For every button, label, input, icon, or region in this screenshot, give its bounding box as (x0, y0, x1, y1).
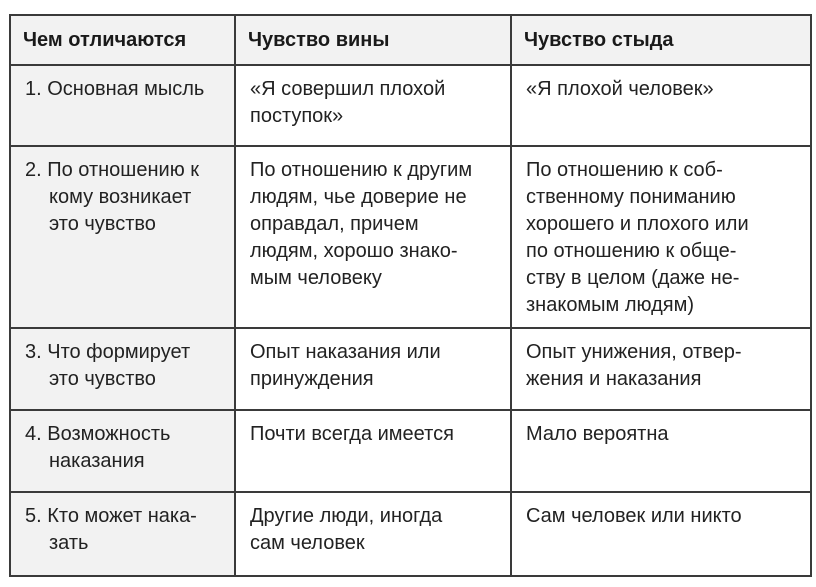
guilt-cell (235, 328, 511, 410)
shame-line: ству в целом (даже не- (526, 267, 740, 289)
table-row (10, 492, 811, 576)
header-guilt: Чувство вины (235, 15, 511, 65)
guilt-line: По отношению к другим (250, 159, 473, 181)
table-row (10, 65, 811, 146)
guilt-line: поступок» (250, 105, 344, 127)
criterion-cell (10, 328, 235, 410)
criterion-line: 5. Кто может нака- (25, 505, 197, 527)
shame-line: по отношению к обще- (526, 240, 737, 262)
shame-line: знакомым людям) (526, 294, 695, 316)
table-row (10, 146, 811, 328)
shame-cell (511, 492, 811, 576)
criterion-cell (10, 410, 235, 492)
guilt-line: «Я совершил плохой (250, 78, 446, 100)
guilt-line: оправдал, причем (250, 213, 419, 235)
shame-line: Опыт унижения, отвер- (526, 341, 742, 363)
table-row (10, 328, 811, 410)
criterion-line: 2. По отношению к (25, 159, 199, 181)
criterion-cell (10, 146, 235, 328)
criterion-line: кому возникает (49, 186, 192, 208)
comparison-table (9, 14, 812, 577)
shame-line: жения и наказания (526, 368, 702, 390)
criterion-line: это чувство (49, 213, 156, 235)
guilt-line: принуждения (250, 368, 374, 390)
table-row (10, 410, 811, 492)
shame-line: Сам человек или никто (526, 505, 742, 527)
header-shame: Чувство стыда (511, 15, 811, 65)
criterion-line: наказания (49, 450, 145, 472)
shame-line: «Я плохой человек» (526, 78, 714, 100)
criterion-line: 3. Что формирует (25, 341, 191, 363)
criterion-line: 4. Возможность (25, 423, 171, 445)
guilt-line: мым человеку (250, 267, 382, 289)
shame-line: ственному пониманию (526, 186, 736, 208)
table-header-row (10, 15, 811, 65)
shame-cell (511, 328, 811, 410)
criterion-cell (10, 65, 235, 146)
guilt-line: Другие люди, иногда (250, 505, 443, 527)
shame-cell (511, 65, 811, 146)
shame-line: хорошего и плохого или (526, 213, 749, 235)
criterion-line: зать (49, 532, 89, 554)
shame-cell (511, 146, 811, 328)
guilt-line: Почти всегда имеется (250, 423, 454, 445)
criterion-cell (10, 492, 235, 576)
guilt-cell (235, 146, 511, 328)
shame-line: Мало вероятна (526, 423, 669, 445)
guilt-line: людям, чье доверие не (250, 186, 467, 208)
guilt-cell (235, 65, 511, 146)
shame-line: По отношению к соб- (526, 159, 723, 181)
criterion-line: 1. Основная мысль (25, 78, 205, 100)
criterion-line: это чувство (49, 368, 156, 390)
comparison-table-wrapper (9, 14, 810, 577)
guilt-cell (235, 410, 511, 492)
guilt-line: людям, хорошо знако- (250, 240, 458, 262)
guilt-line: сам человек (250, 532, 365, 554)
guilt-cell (235, 492, 511, 576)
header-criterion: Чем отличаются (10, 15, 235, 65)
guilt-line: Опыт наказания или (250, 341, 441, 363)
shame-cell (511, 410, 811, 492)
